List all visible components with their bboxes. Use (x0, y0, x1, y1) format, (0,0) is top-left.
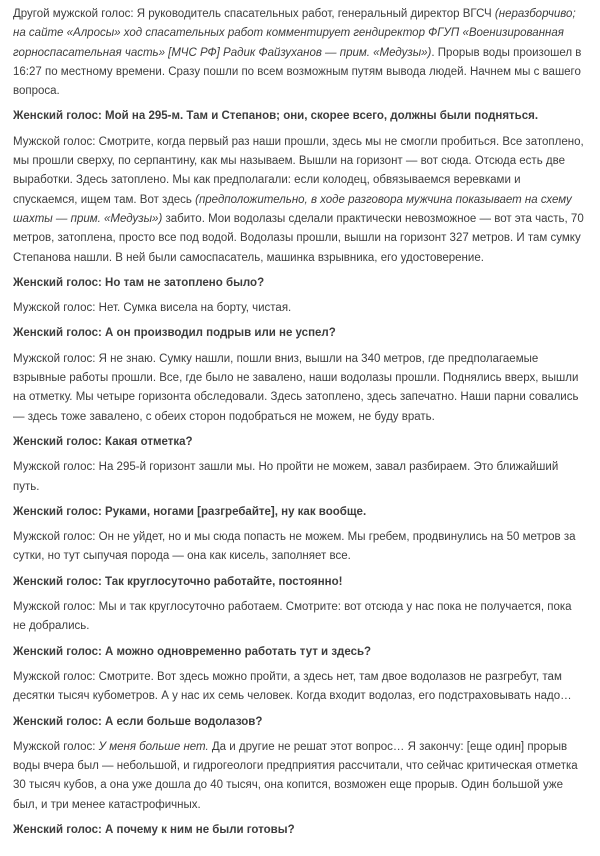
transcript-question (13, 324, 587, 343)
transcript-question (13, 433, 587, 452)
text-segment: Мужской голос: (13, 740, 99, 753)
text-segment: Мужской голос: Смотрите. Вот здесь можно пройти, а здесь нет, там двое водолазов не разгребут, там десятки тысяч кубометров. А у нас их семь человек. Когда входит водолаз, его подстраховывать надо… (13, 670, 572, 703)
text-segment: Мужской голос: Мы и так круглосуточно работаем. Смотрите: вот отсюда у нас пока не получается, пока не добрались. (13, 601, 572, 633)
transcript-question (13, 107, 587, 126)
transcript-paragraph (13, 299, 587, 318)
text-segment: Мужской голос: Нет. Сумка висела на борту, чистая. (13, 302, 292, 315)
text-segment: Женский голос: Мой на 295-м. Там и Степанов; они, скорее всего, должны были подняться. (13, 110, 539, 123)
text-segment: забито. Мои водолазы сделали практически невозможное — вот эта часть, 70 метров, затоплена, просто все под водой. Водолазы прошли, вышли на горизонт 327 метров. И там сумку Степанова нашли. В ней были самоспасатель, машинка взрывника, его удостоверение. (13, 212, 584, 264)
transcript-question (13, 503, 587, 522)
transcript-paragraph (13, 738, 587, 815)
text-segment: Мужской голос: На 295-й горизонт зашли мы. Но пройти не можем, завал разбираем. Это ближайший путь. (13, 461, 559, 493)
text-segment: Женский голос: Так круглосуточно работайте, постоянно! (13, 575, 343, 588)
text-segment: Мужской голос: Смотрите, когда первый раз наши прошли, здесь мы не смогли пробиться. Все затоплено, мы прошли сверху, по серпантину, как мы называем. Вышли на горизонт — вот сюда. Отсюда есть две выработки. Здесь затоплено. Мы как предполагали: если колодец, обвязываемся веревками и спускаемся, ищем там. Вот здесь (13, 135, 584, 206)
transcript-paragraph (13, 668, 587, 707)
transcript-question (13, 713, 587, 732)
transcript (13, 5, 587, 840)
transcript-paragraph (13, 528, 587, 567)
text-segment: . Прорыв воды произошел в 16:27 по местному времени. Сразу пошли по всем возможным путям вывода людей. Начнем мы с вашего вопроса. (13, 46, 582, 98)
text-segment: Женский голос: А почему к ним не были готовы? (13, 823, 295, 836)
transcript-paragraph (13, 350, 587, 427)
text-segment: Женский голос: А можно одновременно работать тут и здесь? (13, 645, 372, 658)
transcript-question (13, 821, 587, 840)
transcript-paragraph (13, 133, 587, 268)
editorial-note: (неразборчиво; на сайте «Алросы» ход спасательных работ комментирует гендиректор ФГУП «Военизированная горноспасательная часть» [МЧС РФ] Радик Файзуханов — прим. «Медузы») (13, 8, 576, 59)
transcript-question (13, 274, 587, 293)
text-segment: Женский голос: А если больше водолазов? (13, 715, 263, 728)
editorial-note: (предположительно, в ходе разговора мужчина показывает на схему шахты — прим. «Медузы») (13, 193, 572, 225)
emphasized-text: У меня больше нет. (98, 740, 209, 753)
transcript-question (13, 573, 587, 592)
text-segment: Женский голос: А он производил подрыв или не успел? (13, 327, 336, 340)
transcript-question (13, 643, 587, 662)
transcript-paragraph (13, 5, 587, 101)
text-segment: Женский голос: Руками, ногами [разгребайте], ну как вообще. (13, 505, 367, 518)
text-segment: Мужской голос: Я не знаю. Сумку нашли, пошли вниз, вышли на 340 метров, где предполагаемые взрывные работы прошли. Все, где было не завалено, наши водолазы прошли. Поднялись вверх, вышли на отметку. Мы четыре горизонта обследовали. Здесь затоплено, здесь запечатно. Наши парни совались — здесь тоже завалено, с обеих сторон подобраться не можем, не буду врать. (13, 352, 579, 423)
text-segment: Другой мужской голос: Я руководитель спасательных работ, генеральный директор ВГСЧ (13, 8, 495, 20)
transcript-paragraph (13, 458, 587, 497)
transcript-paragraph (13, 598, 587, 637)
text-segment: Мужской голос: Он не уйдет, но и мы сюда попасть не можем. Мы гребем, продвинулись на 50 метров за сутки, но тут сыпучая порода — она как кисель, заполняет все. (13, 531, 576, 563)
text-segment: Да и другие не решат этот вопрос… Я закончу: [еще один] прорыв воды вчера был — небольшой, и гидрогеологи предприятия рассчитали, что сейчас критическая отметка 30 тысяч кубов, а она уже дошла до 40 тысяч, она копится, возможен еще прорыв. Один большой уже был, и три менее катастрофичных. (13, 740, 578, 811)
text-segment: Женский голос: Какая отметка? (13, 435, 193, 448)
text-segment: Женский голос: Но там не затоплено было? (13, 276, 265, 289)
